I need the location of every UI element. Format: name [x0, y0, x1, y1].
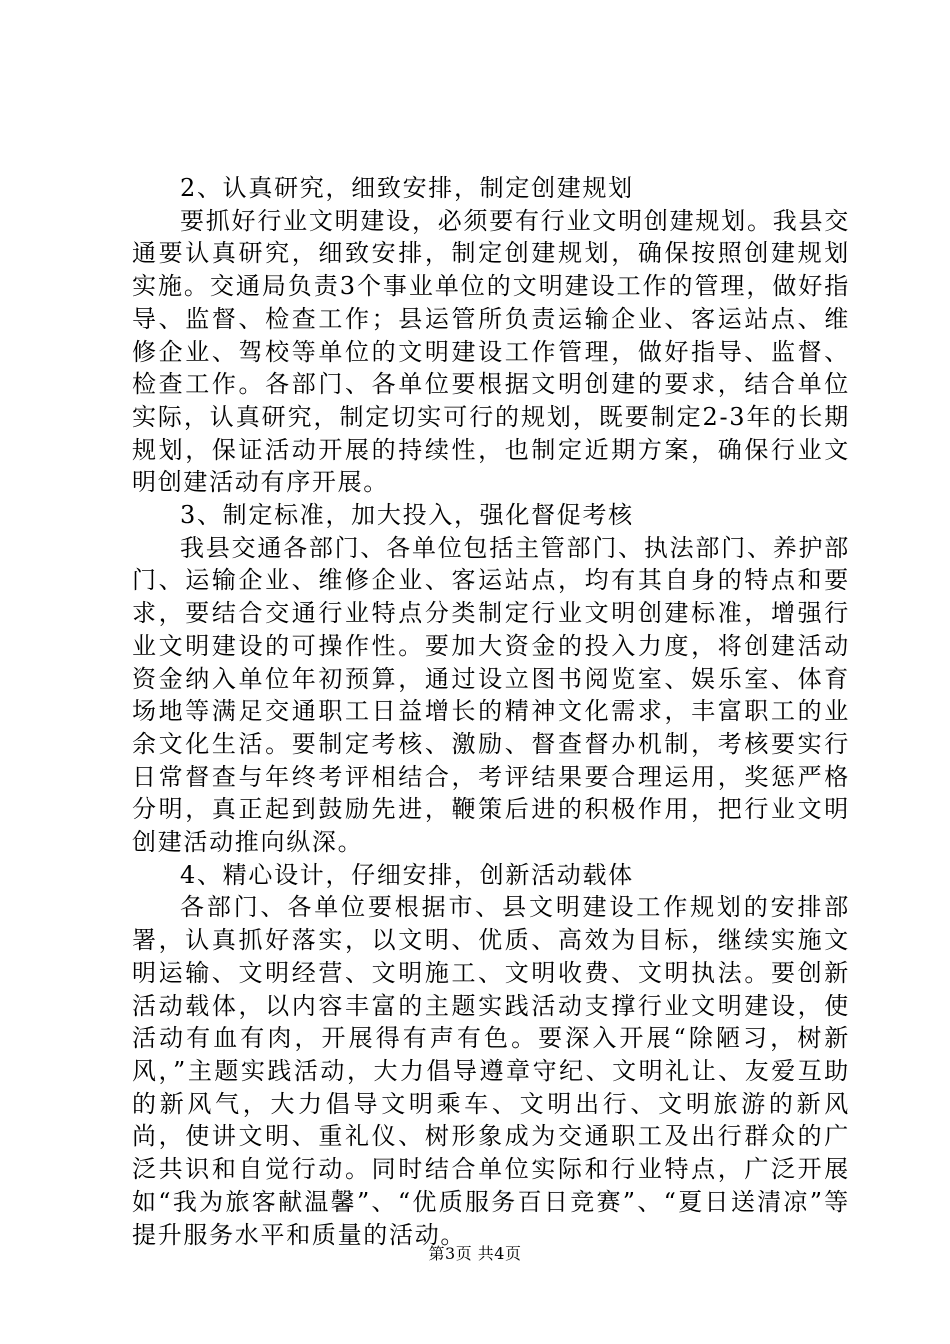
page-footer: 第3页 共4页 [428, 1244, 522, 1263]
section-paragraph-4: 各部门、各单位要根据市、县文明建设工作规划的安排部署，认真抓好落实，以文明、优质、高效为目标，继续实施文明运输、文明经营、文明施工、文明收费、文明执法。要创新活动载体，以内容丰富的主题实践活动支撑行业文明建设，使活动有血有肉，开展得有声有色。要深入开展“除陋习，树新风，”主题实践活动，大力倡导遵章守纪、文明礼让、友爱互助的新风气，大力倡导文明乘车、文明出行、文明旅游的新风尚，使讲文明、重礼仪、树形象成为交通职工及出行群众的广泛共识和自觉行动。同时结合单位实际和行业特点，广泛开展如“我为旅客献温馨”、“优质服务百日竞赛”、“夏日送清凉”等提升服务水平和质量的活动。 [132, 893, 850, 1249]
section-heading-3: 3、制定标准，加大投入，强化督促考核 [180, 501, 634, 530]
section-paragraph-2: 要抓好行业文明建设，必须要有行业文明创建规划。我县交通要认真研究，细致安排，制定创建规划，确保按照创建规划实施。交通局负责3个事业单位的文明建设工作的管理，做好指导、监督、检查工作；县运管所负责运输企业、客运站点、维修企业、驾校等单位的文明建设工作管理，做好指导、监督、检查工作。各部门、各单位要根据文明创建的要求，结合单位实际，认真研究，制定切实可行的规划，既要制定2-3年的长期规划，保证活动开展的持续性，也制定近期方案，确保行业文明创建活动有序开展。 [132, 206, 850, 497]
section-heading-4: 4、精心设计，仔细安排，创新活动载体 [180, 860, 634, 889]
document-body [132, 172, 850, 1251]
section-paragraph-3: 我县交通各部门、各单位包括主管部门、执法部门、养护部门、运输企业、维修企业、客运站点，均有其自身的特点和要求，要结合交通行业特点分类制定行业文明创建标准，增强行业文明建设的可操作性。要加大资金的投入力度，将创建活动资金纳入单位年初预算，通过设立图书阅览室、娱乐室、体育场地等满足交通职工日益增长的精神文化需求，丰富职工的业余文化生活。要制定考核、激励、督查督办机制，考核要实行日常督查与年终考评相结合，考评结果要合理运用，奖惩严格分明，真正起到鼓励先进，鞭策后进的积极作用，把行业文明创建活动推向纵深。 [132, 533, 850, 857]
section-heading-2: 2、认真研究，细致安排，制定创建规划 [180, 174, 634, 202]
